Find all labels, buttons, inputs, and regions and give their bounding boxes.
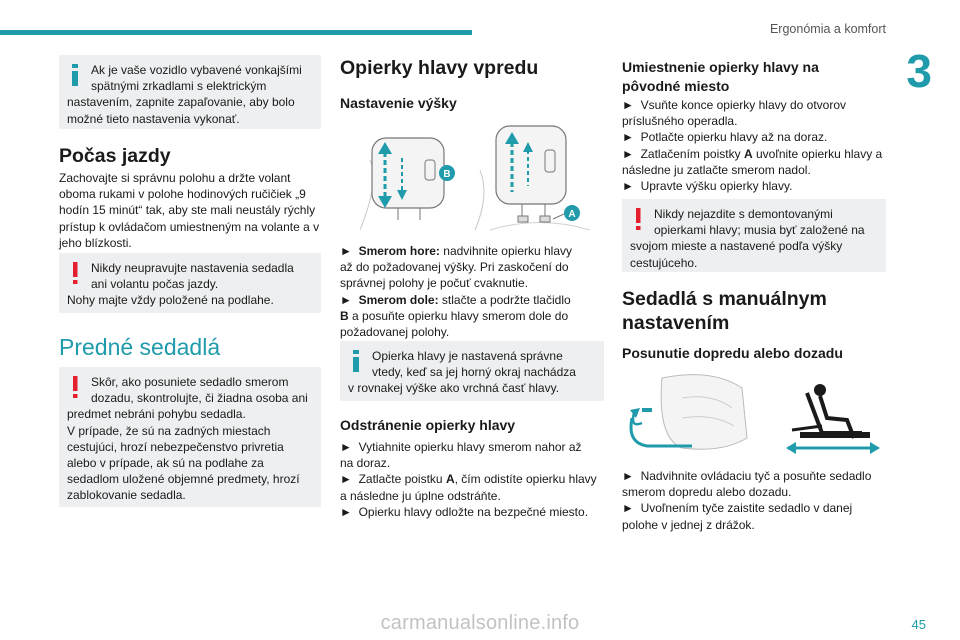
label-a: A: [568, 209, 576, 220]
heading-refit: Umiestnenie opierky hlavy na pôvodné miesto: [622, 59, 819, 94]
warning-icon: [68, 375, 82, 399]
headrest-figure: [340, 120, 604, 235]
slide-instructions: ► Nadvihnite ovládaciu tyč a posuňte sedadlo smerom dopredu alebo dozadu. ► Uvoľnením tyče zaistite sedadlo v danej polohe v jednej z drážok.: [622, 469, 872, 532]
height-instructions: ► Smerom hore: nadvihnite opierku hlavy až do požadovanej výšky. Pri zaskočení do správnej polohy je počuť cvaknutie. ► Smerom dole: stlačte a podržte tlačidlo B a posuňte opierku hlavy smerom dole do požadovanej polohy.: [340, 244, 573, 340]
heading-removal: Odstránenie opierky hlavy: [340, 417, 516, 433]
warning-icon: [631, 207, 645, 231]
heading-headrests: Opierky hlavy vpredu: [340, 57, 539, 79]
info-box-mirrors: [59, 55, 321, 129]
warning-box-driving: Nikdy neupravujte nastavenia sedadla ani volantu počas jazdy. Nohy majte vždy položené na podlahe.: [59, 253, 321, 313]
removal-instructions: ► Vytiahnite opierku hlavy smerom nahor až na doraz. ► Zatlačte poistku A, čím odistíte opierku hlavy a následne ju úplne odstráňte. ► Opierku hlavy odložte na bezpečné miesto.: [340, 440, 597, 519]
driving-paragraph: Zachovajte si správnu polohu a držte volant oboma rukami v polohe hodinových ručičiek „9 hodín 15 minút“ tak, aby ste mali neustály rýchly prístup k ovládačom umiestneným na volante a v jeho blízkosti.: [59, 171, 320, 250]
info-line: Ak je vaše vozidlo vybavené vonkajšími: [91, 63, 302, 77]
page-number: 45: [911, 617, 926, 632]
warning-box-headrest: Nikdy nejazdite s demontovanými opierkami hlavy; musia byť založené na svojom mieste a nastavené podľa výšky cestujúceho.: [622, 199, 886, 272]
refit-instructions: ► Vsuňte konce opierky hlavy do otvorov príslušného operadla. ► Potlačte opierku hlavy až na doraz. ► Zatlačením poistky A uvoľnite opierku hlavy a následne ju zatlačte smerom nadol. ► Upravte výšku opierky hlavy.: [622, 98, 883, 194]
info-line: nastavením, zapnite zapaľovanie, aby bolo: [67, 95, 295, 110]
chapter-number: 3: [906, 45, 932, 97]
heading-manual-seats: Sedadlá s manuálnym nastavením: [622, 288, 827, 334]
info-icon: [68, 63, 82, 87]
heading-slide: Posunutie dopredu alebo dozadu: [622, 345, 843, 361]
watermark: carmanualsonline.info: [380, 612, 580, 634]
section-title: Ergonómia a komfort: [769, 22, 886, 36]
seat-slide-figure: [622, 368, 886, 458]
heading-driving: Počas jazdy: [59, 145, 171, 167]
heading-front-seats: Predné sedadlá: [59, 334, 221, 360]
info-icon: [349, 349, 363, 373]
heading-height-adjust: Nastavenie výšky: [340, 95, 457, 111]
info-line: spätnými zrkadlami s elektrickým: [91, 79, 267, 94]
header-accent-bar: [0, 30, 472, 35]
info-line: možné tieto nastavenia vykonať.: [67, 111, 240, 126]
label-b: B: [443, 169, 451, 180]
warning-box-seats: Skôr, ako posuniete sedadlo smerom dozadu, skontrolujte, či žiadna osoba ani predmet nebráni pohybu sedadla. V prípade, že sú na zadných miestach cestujúci, hrozí nebezpečenstvo privretia alebo v prípade, ak sú na podlahe za sedadlom uložené objemné predmety, hrozí zablokovanie sedadla.: [59, 367, 321, 507]
warning-icon: [68, 261, 82, 285]
info-box-headrest: Opierka hlavy je nastavená správne vtedy, keď sa jej horný okraj nachádza v rovnakej výške ako vrchná časť hlavy.: [340, 341, 604, 401]
